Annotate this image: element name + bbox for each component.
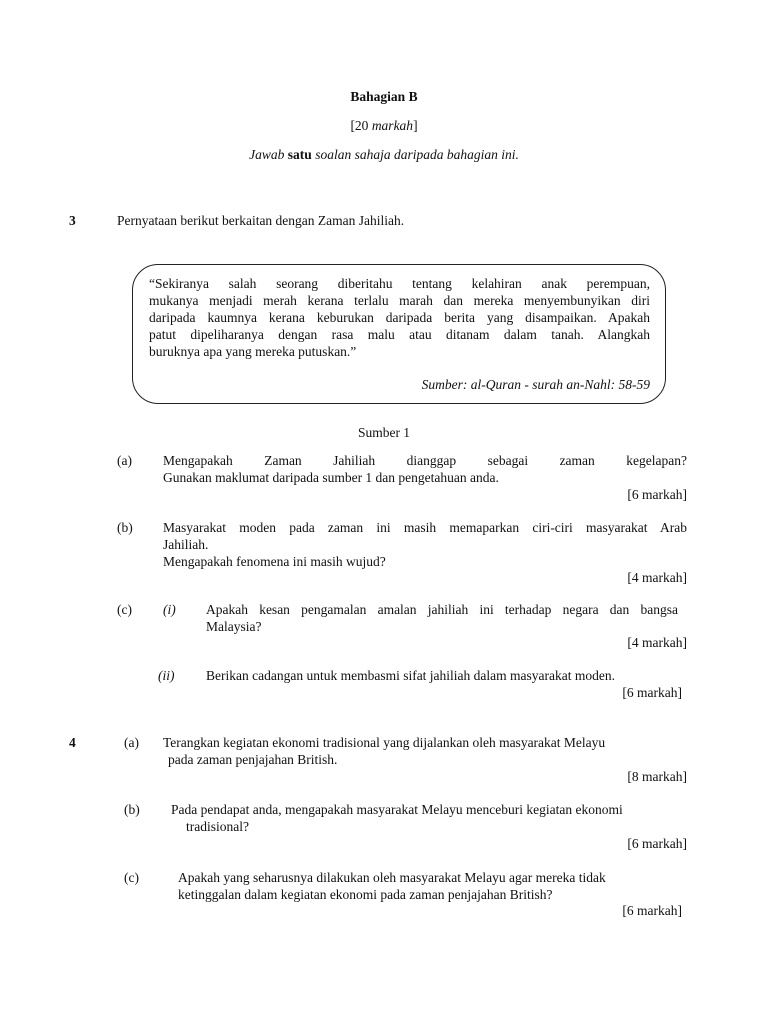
q3b-label: (b) <box>117 520 133 535</box>
source-caption: Sumber 1 <box>357 425 411 440</box>
section-marks: [20 markah] <box>350 118 418 133</box>
q3c-ii-label: (ii) <box>158 668 175 683</box>
q3b-line: Jahiliah. <box>163 537 209 552</box>
question-3-stem: Pernyataan berikut berkaitan dengan Zaman Jahiliah. <box>117 213 405 228</box>
question-3-number: 3 <box>69 213 76 228</box>
q3c-label: (c) <box>117 602 132 617</box>
q3c-i-line: Malaysia? <box>206 619 262 634</box>
q4a-marks: [8 markah] <box>627 769 687 784</box>
quote-line: “Sekiranya salah seorang diberitahu tentang kelahiran anak perempuan, <box>149 276 650 291</box>
q4c-line: Apakah yang seharusnya dilakukan oleh masyarakat Melayu agar mereka tidak <box>178 870 606 885</box>
q3c-i-line: Apakah kesan pengamalan amalan jahiliah ini terhadap negara dan bangsa <box>206 602 678 617</box>
q3b-marks: [4 markah] <box>627 570 687 585</box>
q4a-label: (a) <box>124 735 139 750</box>
q4b-label: (b) <box>124 802 140 817</box>
question-4-number: 4 <box>69 735 76 750</box>
q4c-marks: [6 markah] <box>622 903 682 918</box>
quote-line: daripada kaumnya kerana keburukan daripada berita yang disampaikan. Apakah <box>149 310 650 325</box>
q3a-label: (a) <box>117 453 132 468</box>
quote-line: buruknya apa yang mereka putuskan.” <box>149 344 357 359</box>
q4c-label: (c) <box>124 870 139 885</box>
q4a-line: pada zaman penjajahan British. <box>168 752 338 767</box>
quote-line: patut dipeliharanya dengan rasa malu atau ditanam dalam tanah. Alangkah <box>149 327 650 342</box>
section-title: Bahagian B <box>350 89 418 104</box>
quote-source: Sumber: al-Quran - surah an-Nahl: 58-59 <box>421 377 650 392</box>
q3a-line: Gunakan maklumat daripada sumber 1 dan pengetahuan anda. <box>163 470 499 485</box>
section-instruction: Jawab satu soalan sahaja daripada bahagian ini. <box>249 147 519 162</box>
q3a-marks: [6 markah] <box>627 487 687 502</box>
q3b-line: Mengapakah fenomena ini masih wujud? <box>163 554 386 569</box>
quote-line: mukanya menjadi merah kerana terlalu marah dan mereka menyembunyikan diri <box>149 293 650 308</box>
q3c-i-marks: [4 markah] <box>627 635 687 650</box>
q3a-line: Mengapakah Zaman Jahiliah dianggap sebagai zaman kegelapan? <box>163 453 687 468</box>
q4b-line: Pada pendapat anda, mengapakah masyarakat Melayu menceburi kegiatan ekonomi <box>171 802 623 817</box>
q4b-marks: [6 markah] <box>627 836 687 851</box>
q3c-ii-line: Berikan cadangan untuk membasmi sifat jahiliah dalam masyarakat moden. <box>206 668 615 683</box>
q3c-ii-marks: [6 markah] <box>622 685 682 700</box>
q3c-i-label: (i) <box>163 602 176 617</box>
q4c-line: ketinggalan dalam kegiatan ekonomi pada zaman penjajahan British? <box>178 887 553 902</box>
q4a-line: Terangkan kegiatan ekonomi tradisional yang dijalankan oleh masyarakat Melayu <box>163 735 606 750</box>
q4b-line: tradisional? <box>186 819 249 834</box>
q3b-line: Masyarakat moden pada zaman ini masih memaparkan ciri-ciri masyarakat Arab <box>163 520 687 535</box>
